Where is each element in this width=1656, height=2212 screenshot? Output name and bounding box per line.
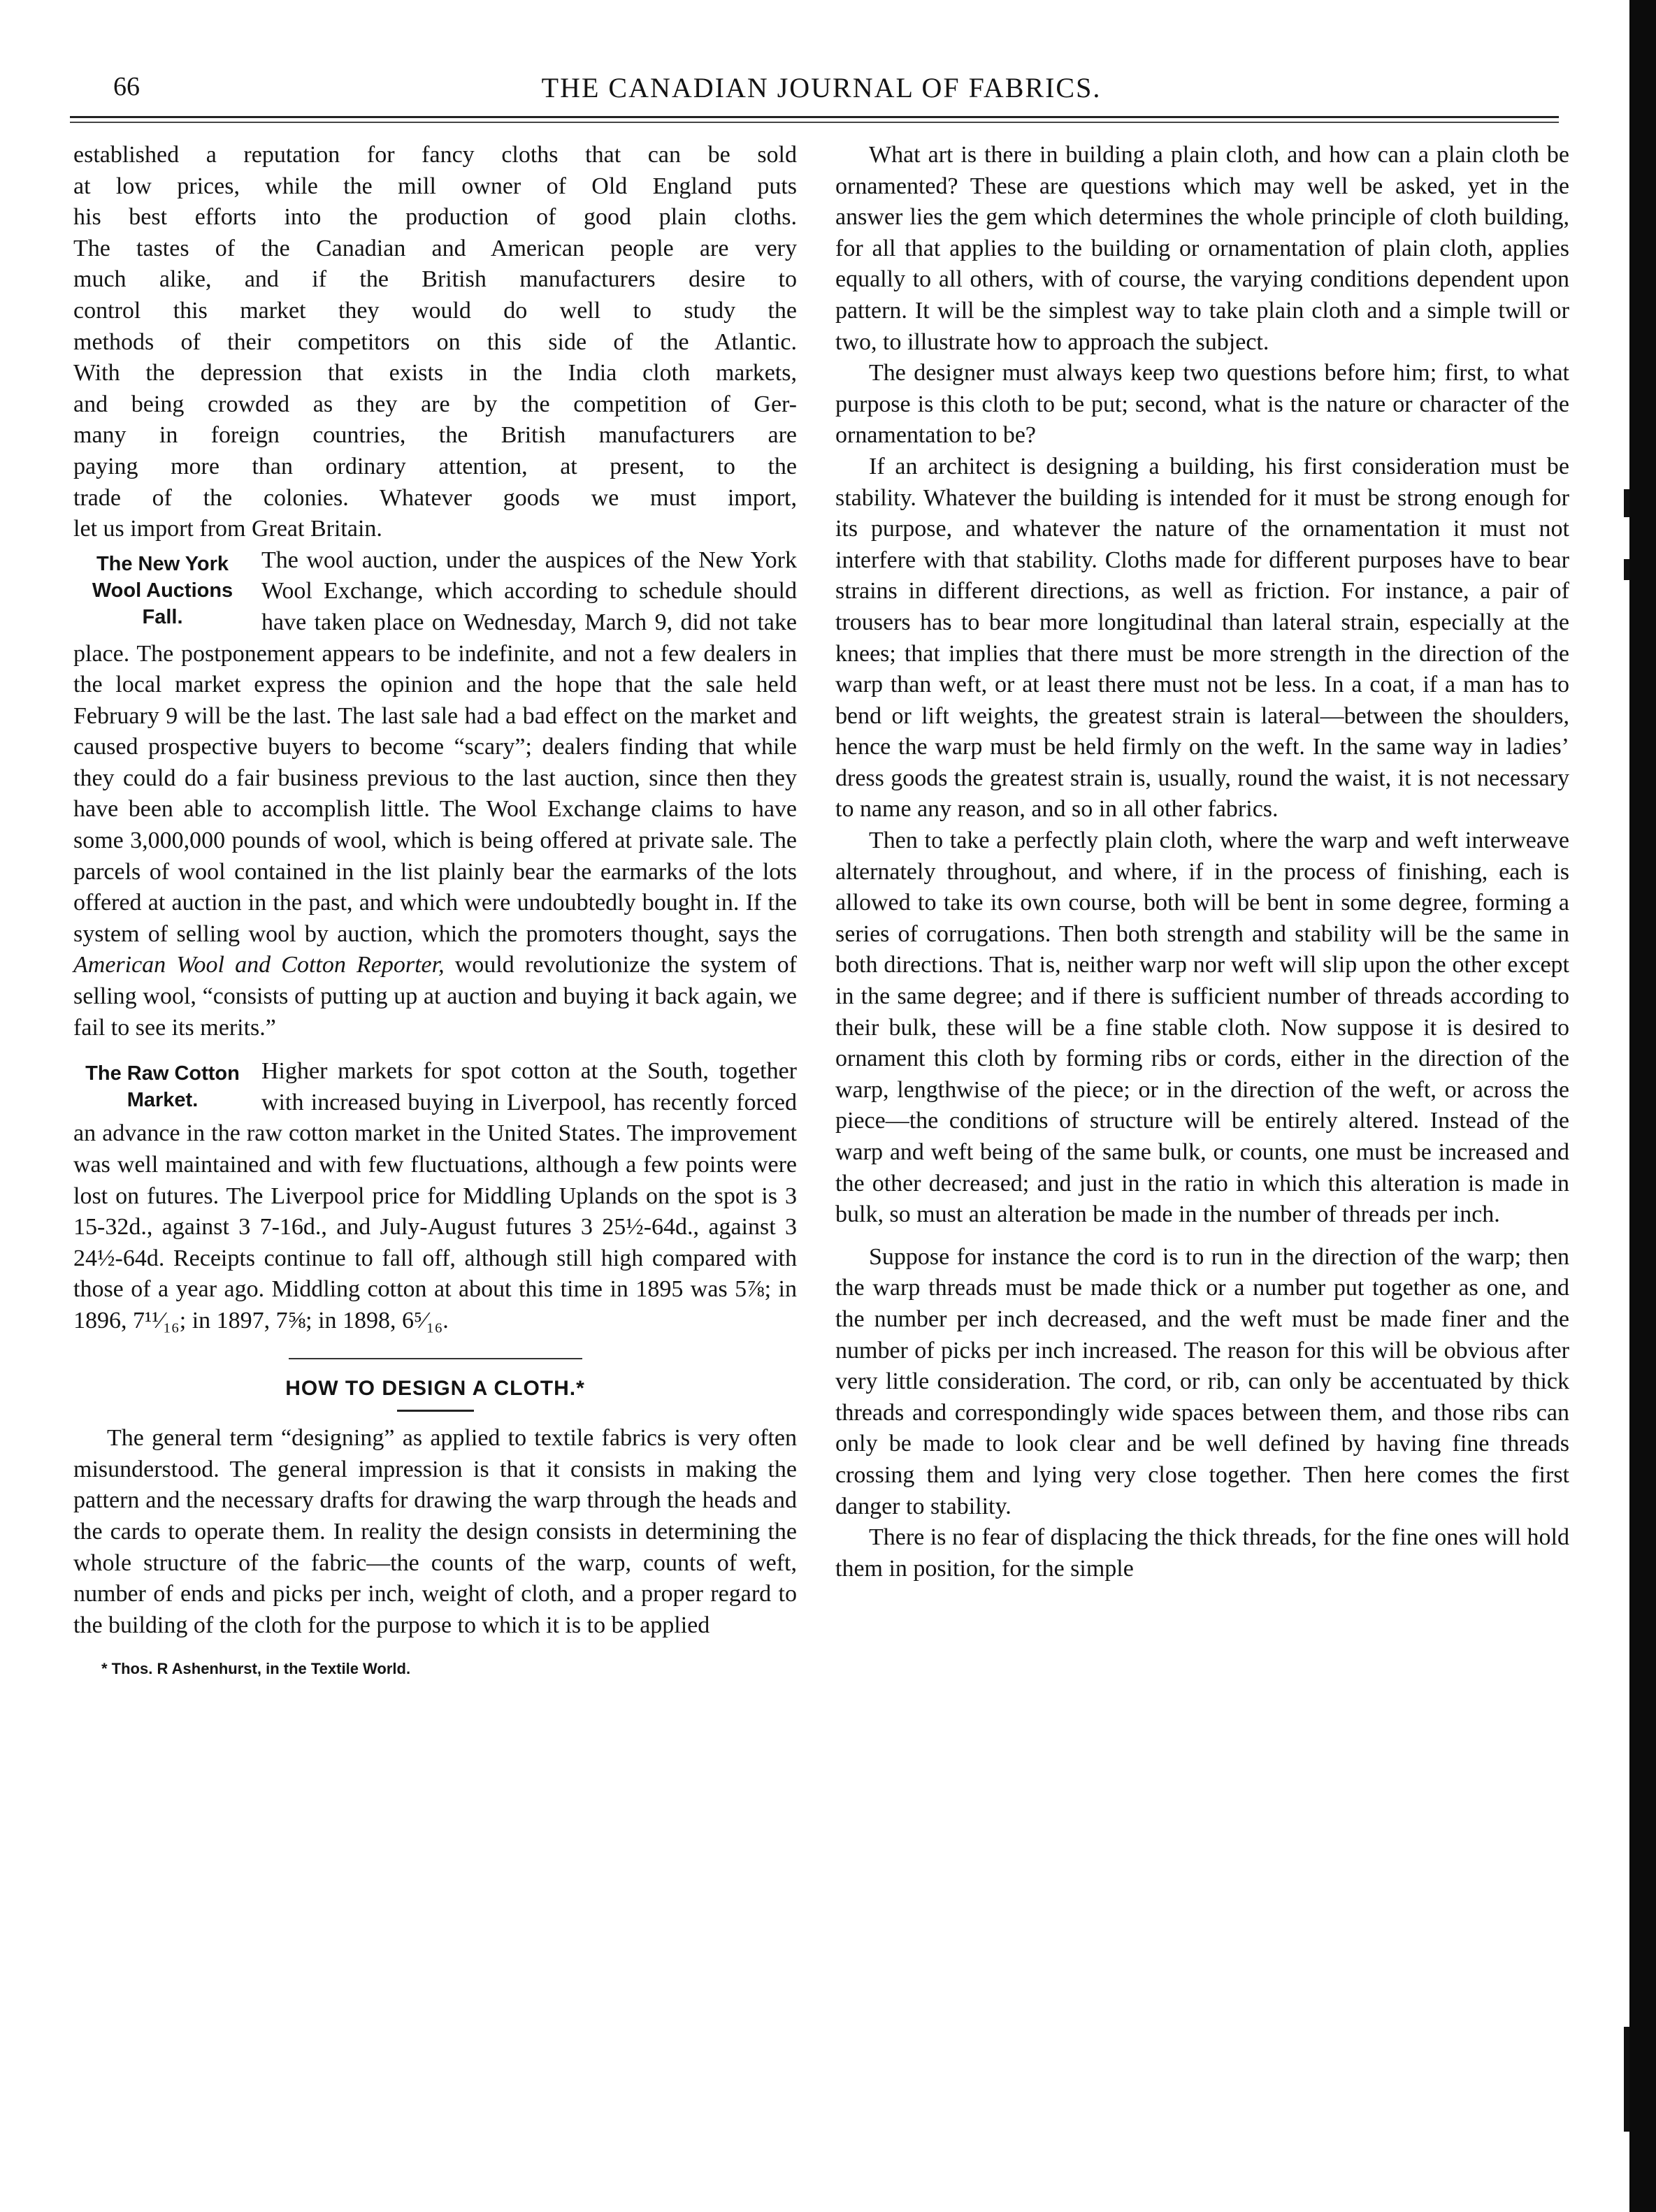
- right-column: [835, 140, 1569, 1584]
- paragraph: The designer must always keep two questions before him; first, to what purpose is this cloth to be put; second, what is the nature or character of the ornamentation to be?: [835, 360, 1569, 449]
- scan-artifact: [1624, 2027, 1629, 2132]
- wool-auction-text: The wool auction, under the auspices of the New York Wool Exchange, which according to schedule should have taken place on Wednesday, March 9, did not take place. The postponement appears to be indefinite, and not a few dealers in the local market express the opinion and the hope that the sale held February 9 will be the last. The last sale had a bad effect on the market and caused prospective buyers to become “scary”; dealers finding that while they could do a fair business previous to the last auction, since then they have been able to accomplish little. The Wool Exchange claims to have some 3,000,000 pounds of wool, which is being offered at private sale. The parcels of wool contained in the list plainly bear the earmarks of the lots offered at auction in the past, and which were undoubtedly bought in. If the system of selling wool by auction, which the promoters thought, says the: [73, 547, 797, 947]
- text-line: paying more than ordinary attention, at present, to the: [73, 453, 797, 479]
- header-rule: [70, 116, 1559, 118]
- scan-artifact: [1624, 489, 1629, 517]
- text-line: trade of the colonies. Whatever goods we must import,: [73, 484, 797, 511]
- text-line: his best efforts into the production of good plain cloths.: [73, 204, 797, 231]
- text-line: methods of their competitors on this side of the Atlantic.: [73, 328, 797, 355]
- publication-title: American Wool and Cotton Reporter,: [73, 952, 445, 978]
- paragraph: Then to take a perfectly plain cloth, where the warp and weft interweave alternately throughout, and where, if in the process of finishing, each is allowed to take its own course, both will be bent in some degree, forming a series of corrugations. Then both strength and stability will be the same in both directions. That is, neither warp nor weft will slip upon the other except in the same degree; and if there is sufficient number of threads according to their bulk, these will be a fine stable cloth. Now suppose it is desired to ornament this cloth by forming ribs or cords, either in the direction of the warp, lengthwise of the piece; or in the direction of the weft, or across the piece—the conditions of structure will be entirely altered. Instead of the warp and weft being of the same bulk, or counts, one must be increased and the other decreased; and just in the ratio in which this alteration is made in bulk, so must an alteration be made in the number of threads per inch.: [835, 827, 1569, 1228]
- scan-artifact: [1624, 559, 1629, 580]
- paragraph: Suppose for instance the cord is to run in the direction of the warp; then the warp threads must be made thick or a number put together as one, and the number per inch decreased, and the weft must be made finer and the number of picks per inch increased. The reason for this will be obvious after very little consideration. The cord, or rib, can only be accentuated by thick threads and correspondingly wide spaces between them, and those ribs can only be made to look clear and be well defined by having fine threads crossing them and lying very close together. Then here comes the first danger to stability.: [835, 1243, 1569, 1519]
- title-underline: [397, 1410, 474, 1412]
- text-line: and being crowded as they are by the competition of Ger-: [73, 391, 797, 417]
- paragraph: There is no fear of displacing the thick threads, for the fine ones will hold them in position, for the simple: [835, 1524, 1569, 1582]
- text-line: at low prices, while the mill owner of Old England puts: [73, 173, 797, 199]
- paragraph: What art is there in building a plain cloth, and how can a plain cloth be ornamented? These are questions which may well be asked, yet in the answer lies the gem which determines the whole principle of cloth building, for all that applies to the building or ornamentation of plain cloth, applies equally to all others, with of course, the varying conditions dependent upon pattern. It will be the simplest way to take plain cloth and a simple twill or two, to illustrate how to approach the subject.: [835, 142, 1569, 355]
- wool-auction-text-end: would revolutionize the system of selling wool, “consists of putting up at auction and buying it back again, we fail to see its merits.”: [73, 952, 798, 1041]
- journal-title: THE CANADIAN JOURNAL OF FABRICS.: [541, 72, 1102, 103]
- page-header: [70, 68, 1573, 115]
- text-line: many in foreign countries, the British manufacturers are: [73, 422, 797, 449]
- text-line: With the depression that exists in the India cloth markets,: [73, 360, 797, 386]
- text-line: The tastes of the Canadian and American people are very: [73, 235, 797, 261]
- left-column: [73, 140, 797, 1685]
- section-divider: [289, 1358, 582, 1359]
- text-line: control this market they would do well to study the: [73, 297, 797, 324]
- opening-paragraph: [73, 140, 797, 545]
- header-rule-double: [70, 122, 1559, 123]
- side-heading-wool-auctions: The New York Wool Auctions Fall.: [92, 552, 233, 628]
- text-line: much alike, and if the British manufacturers desire to: [73, 266, 797, 293]
- raw-cotton-paragraph: Higher markets for spot cotton at the South, together with increased buying in Liverpool, has recently forced an advance in the raw cotton market in the United States. The improvement was well maintained and with few fluctuations, although a few points were lost on futures. The Liverpool price for Middling Uplands on the spot is 3 15-32d., against 3 7-16d., and July-August futures 3 25½-64d., against 3 24½-64d. Receipts continue to fall off, although still high compared with those of a year ago. Middling cotton at about this time in 1895 was 5⅞; in 1896, 7¹¹⁄₁₆; in 1897, 7⅝; in 1898, 6⁵⁄₁₆.: [73, 1058, 797, 1333]
- design-paragraph: The general term “designing” as applied to textile fabrics is very often misunderstood. The general impression is that it consists in making the pattern and the necessary drafts for drawing the warp through the heads and the cards to operate them. In reality the design consists in determining the whole structure of the fabric—the counts of the warp, counts of weft, number of ends and picks per inch, weight of cloth, and a proper regard to the building of the cloth for the purpose to which it is to be applied: [73, 1425, 797, 1638]
- text-line: let us import from Great Britain.: [73, 516, 382, 542]
- footnote: * Thos. R Ashenhurst, in the Textile World.: [101, 1660, 411, 1678]
- page-number: 66: [113, 72, 140, 101]
- section-title: HOW TO DESIGN A CLOTH.*: [285, 1376, 585, 1400]
- scan-binding-edge: [1629, 0, 1656, 2212]
- text-line: established a reputation for fancy cloths that can be sold: [73, 142, 797, 168]
- paragraph: If an architect is designing a building, his first consideration must be stability. Whatever the building is intended for it must be strong enough for its purpose, and whatever the nature of the ornamentation it must not interfere with that stability. Cloths made for different purposes have to bear strains in different directions, as well as friction. For instance, a pair of trousers has to bear more longitudinal than lateral strain, especially at the knees; that implies that there must be more strength in the direction of the warp than weft, or at least there must not be less. In a coat, if a man has to bend or lift weights, the greatest strain is lateral—between the shoulders, hence the warp must be held firmly on the weft. In the same way in ladies’ dress goods the greatest strain is, usually, round the waist, it is not necessary to name any reason, and so in all other fabrics.: [835, 453, 1569, 823]
- side-heading-raw-cotton: The Raw Cotton Market.: [85, 1062, 240, 1112]
